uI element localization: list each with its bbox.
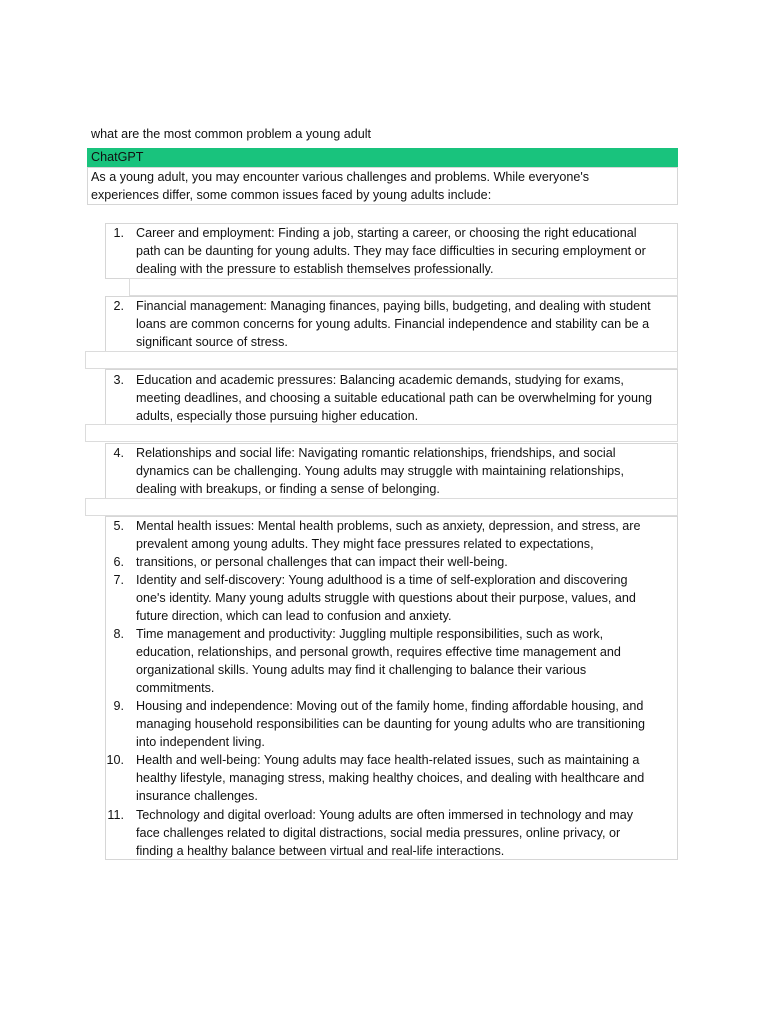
speaker-header	[87, 148, 678, 167]
list-item-number: 7.	[113, 573, 124, 587]
list-item-number: 11.	[107, 808, 124, 822]
list-item-text: finding a healthy balance between virtual and real-life interactions.	[136, 844, 505, 858]
list-item-number: 2.	[113, 299, 124, 313]
list-item-text: organizational skills. Young adults may find it challenging to balance their various	[136, 663, 587, 677]
list-item-text: face challenges related to digital distractions, social media pressures, online privacy, or	[136, 826, 621, 840]
list-item-text: Housing and independence: Moving out of the family home, finding affordable housing, and	[136, 699, 644, 713]
list-item-text: into independent living.	[136, 735, 265, 749]
list-item-number: 5.	[113, 519, 124, 533]
list-item-text: loans are common concerns for young adults. Financial independence and stability can be a	[136, 317, 650, 331]
list-item-number: 6.	[113, 555, 124, 569]
list-item-text: education, relationships, and personal growth, requires effective time management and	[136, 645, 621, 659]
list-item-number: 8.	[113, 627, 124, 641]
intro-paragraph	[87, 167, 678, 205]
list-item-text: Relationships and social life: Navigating romantic relationships, friendships, and social	[136, 446, 616, 460]
list-item-text: Identity and self-discovery: Young adulthood is a time of self-exploration and discovering	[136, 573, 628, 587]
list-item-number: 1.	[113, 226, 124, 240]
list-item-text: Mental health issues: Mental health problems, such as anxiety, depression, and stress, are	[136, 519, 641, 533]
intro-line: As a young adult, you may encounter various challenges and problems. While everyone's	[91, 170, 590, 184]
list-item-text: significant source of stress.	[136, 335, 288, 349]
list-item-text: Financial management: Managing finances, paying bills, budgeting, and dealing with student	[136, 299, 651, 313]
list-item-text: Time management and productivity: Juggling multiple responsibilities, such as work,	[136, 627, 604, 641]
list-item-number: 3.	[113, 373, 124, 387]
list-item-text: adults, especially those pursuing higher education.	[136, 409, 419, 423]
list-item-text: Career and employment: Finding a job, starting a career, or choosing the right educational	[136, 226, 637, 240]
list-item-text: transitions, or personal challenges that can impact their well-being.	[136, 555, 508, 569]
list-item-number: 9.	[113, 699, 124, 713]
list-item-text: future direction, which can lead to confusion and anxiety.	[136, 609, 452, 623]
intro-line: experiences differ, some common issues faced by young adults include:	[91, 188, 492, 202]
list-item-text: insurance challenges.	[136, 789, 258, 803]
spacer-row	[85, 424, 678, 442]
list-item-text: meeting deadlines, and choosing a suitable educational path can be overwhelming for young	[136, 391, 652, 405]
list-item-text: dealing with the pressure to establish themselves professionally.	[136, 262, 494, 276]
list-item-text: one's identity. Many young adults struggle with questions about their purpose, values, and	[136, 591, 636, 605]
list-item-text: commitments.	[136, 681, 215, 695]
list-item-number: 4.	[113, 446, 124, 460]
spacer-row	[85, 498, 678, 516]
spacer-row	[129, 278, 678, 296]
list-item-text: healthy lifestyle, managing stress, making healthy choices, and dealing with healthcare and	[136, 771, 645, 785]
list-item-text: dynamics can be challenging. Young adults may struggle with maintaining relationships,	[136, 464, 624, 478]
list-item-text: path can be daunting for young adults. They may face difficulties in securing employment or	[136, 244, 646, 258]
list-item-number: 10.	[106, 753, 124, 767]
list-item-text: managing household responsibilities can be daunting for young adults who are transitioning	[136, 717, 645, 731]
spacer-row	[85, 351, 678, 369]
list-item-text: Health and well-being: Young adults may face health-related issues, such as maintaining a	[136, 753, 640, 767]
list-item-text: dealing with breakups, or finding a sense of belonging.	[136, 482, 440, 496]
list-item-text: Technology and digital overload: Young adults are often immersed in technology and may	[136, 808, 634, 822]
list-item-text: Education and academic pressures: Balancing academic demands, studying for exams,	[136, 373, 624, 387]
user-question: what are the most common problem a young adult	[91, 127, 372, 141]
speaker-label: ChatGPT	[91, 150, 144, 164]
list-item-text: prevalent among young adults. They might face pressures related to expectations,	[136, 537, 594, 551]
